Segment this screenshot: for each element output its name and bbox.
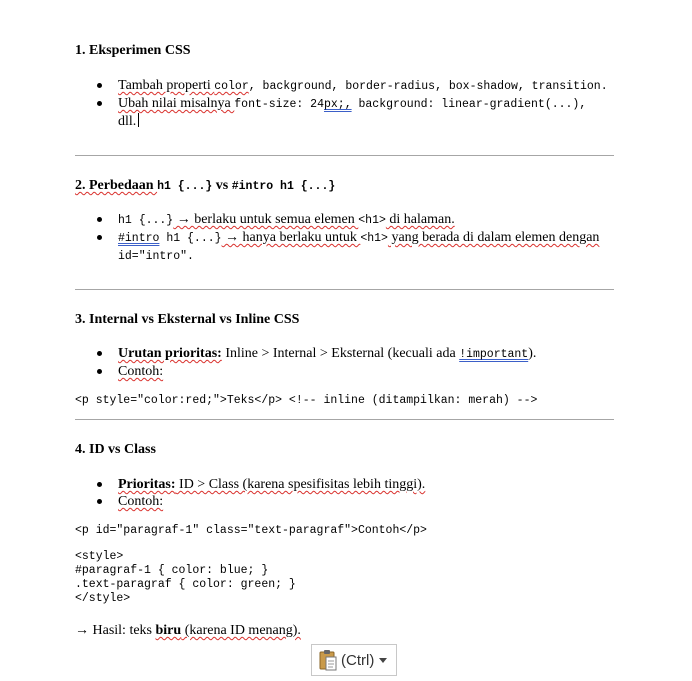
list-item: Urutan prioritas: Inline > Internal > Eksternal (kecuali ada !important). [97,345,617,363]
list-item: Ubah nilai misalnya font-size: 24px;, background: linear-gradient(...), dll. [97,95,617,130]
list-item: Prioritas: ID > Class (karena spesifisitas lebih tinggi). [97,476,617,493]
chevron-down-icon[interactable] [379,658,387,663]
list-item: Contoh: [97,493,617,510]
list-item: #intro h1 {...} → hanya berlaku untuk <h1> yang berada di dalam elemen dengan id="intro". [97,229,617,265]
divider [75,289,614,290]
section-1-list [97,77,617,130]
list-item: Contoh: [97,363,617,380]
text-cursor [138,113,139,127]
section-1-heading: 1. Eksperimen CSS [75,43,191,58]
section-3-list [97,345,617,380]
section-2-list [97,211,617,265]
list-item: Tambah properti color, background, border-radius, box-shadow, transition. [97,77,617,95]
paste-options-label: (Ctrl) [341,651,375,669]
code-example-html: <p id="paragraf-1" class="text-paragraf">Contoh</p> [75,524,427,537]
code-example-style: <style> #paragraf-1 { color: blue; } .text-paragraf { color: green; } </style> [75,550,296,605]
code-example-inline: <p style="color:red;">Teks</p> <!-- inline (ditampilkan: merah) --> [75,394,538,407]
result-text: → Hasil: teks biru (karena ID menang). [75,623,301,638]
section-2-heading: 2. Perbedaan h1 {...} vs #intro h1 {...} [75,178,336,193]
paste-options-button[interactable] [311,644,397,676]
divider [75,155,614,156]
clipboard-icon [318,649,338,671]
section-4-list [97,476,617,510]
section-3-heading: 3. Internal vs Eksternal vs Inline CSS [75,312,300,327]
section-4-heading: 4. ID vs Class [75,442,156,457]
list-item: h1 {...} → berlaku untuk semua elemen <h1> di halaman. [97,211,617,229]
divider [75,419,614,420]
